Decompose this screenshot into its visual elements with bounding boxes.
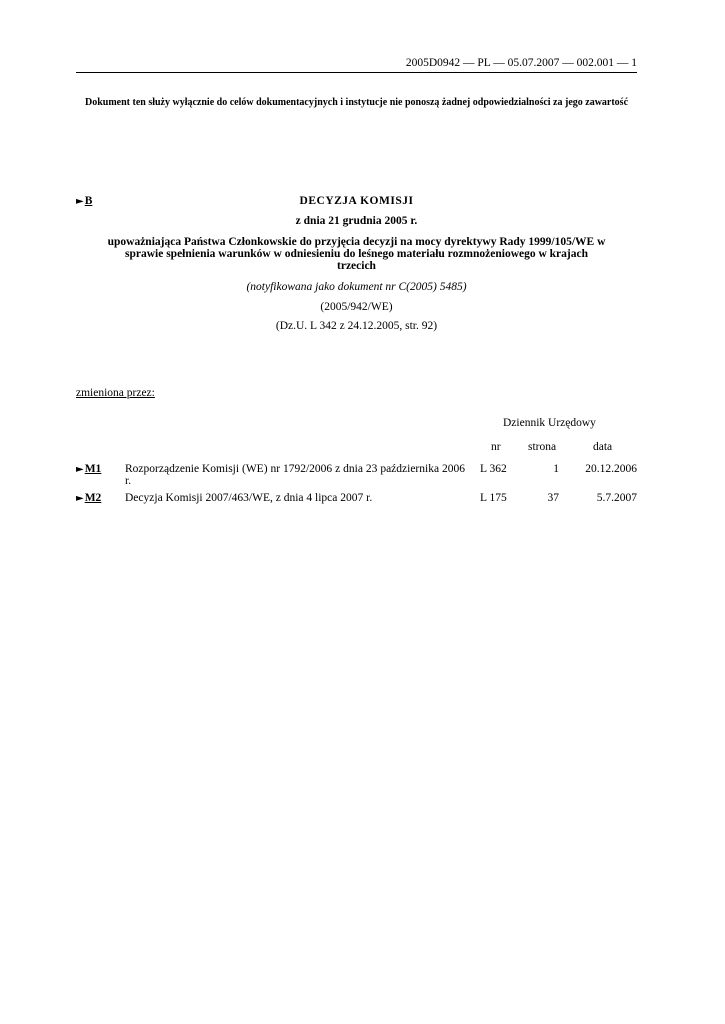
document-reference: 2005D0942 — PL — 05.07.2007 — 002.001 — 1 xyxy=(405,57,637,69)
column-header-strona: strona xyxy=(528,441,557,453)
amendment-page: 1 xyxy=(553,463,559,475)
amendment-code[interactable]: M2 xyxy=(84,492,102,504)
disclaimer-text: Dokument ten służy wyłącznie do celów dokumentacyjnych i instytucje nie ponoszą żadnej odpowiedzialności za jego zawartość xyxy=(84,97,629,108)
document-title: upoważniająca Państwa Członkowskie do przyjęcia decyzji na mocy dyrektywy Rady 1999/105/WE w sprawie spełnienia warunków w odniesieniu do leśnego materiału rozmnożeniowego w krajach trzecich xyxy=(107,236,606,272)
document-number: (2005/942/WE) xyxy=(320,301,393,313)
official-journal-heading: Dziennik Urzędowy xyxy=(503,417,596,429)
header-divider xyxy=(76,72,637,73)
document-date: z dnia 21 grudnia 2005 r. xyxy=(295,215,418,227)
arrow-right-icon: ► xyxy=(76,196,84,207)
arrow-right-icon: ► xyxy=(76,464,84,475)
base-act-code[interactable]: B xyxy=(84,195,93,207)
amendment-row xyxy=(76,492,637,506)
amendment-journal-nr: L 362 xyxy=(480,463,507,475)
amendment-page: 37 xyxy=(547,492,559,504)
arrow-right-icon: ► xyxy=(76,493,84,504)
amendment-row xyxy=(76,463,637,489)
amendment-description: Decyzja Komisji 2007/463/WE, z dnia 4 lipca 2007 r. xyxy=(125,492,373,504)
column-header-data: data xyxy=(593,441,613,453)
amended-by-label: zmieniona przez: xyxy=(76,387,155,399)
amendment-marker-m1[interactable] xyxy=(76,463,101,475)
amendment-description: Rozporządzenie Komisji (WE) nr 1792/2006 z dnia 23 października 2006 r. xyxy=(125,463,465,487)
notification-number: (notyfikowana jako dokument nr C(2005) 5485) xyxy=(246,281,467,293)
document-type: DECYZJA KOMISJI xyxy=(299,195,414,207)
amendment-code[interactable]: M1 xyxy=(84,463,102,475)
amendment-marker-m2[interactable] xyxy=(76,492,101,504)
amendment-journal-nr: L 175 xyxy=(480,492,507,504)
amendment-date: 20.12.2006 xyxy=(585,463,637,475)
journal-reference: (Dz.U. L 342 z 24.12.2005, str. 92) xyxy=(275,320,438,332)
amendment-date: 5.7.2007 xyxy=(596,492,637,504)
column-header-nr: nr xyxy=(491,441,501,453)
